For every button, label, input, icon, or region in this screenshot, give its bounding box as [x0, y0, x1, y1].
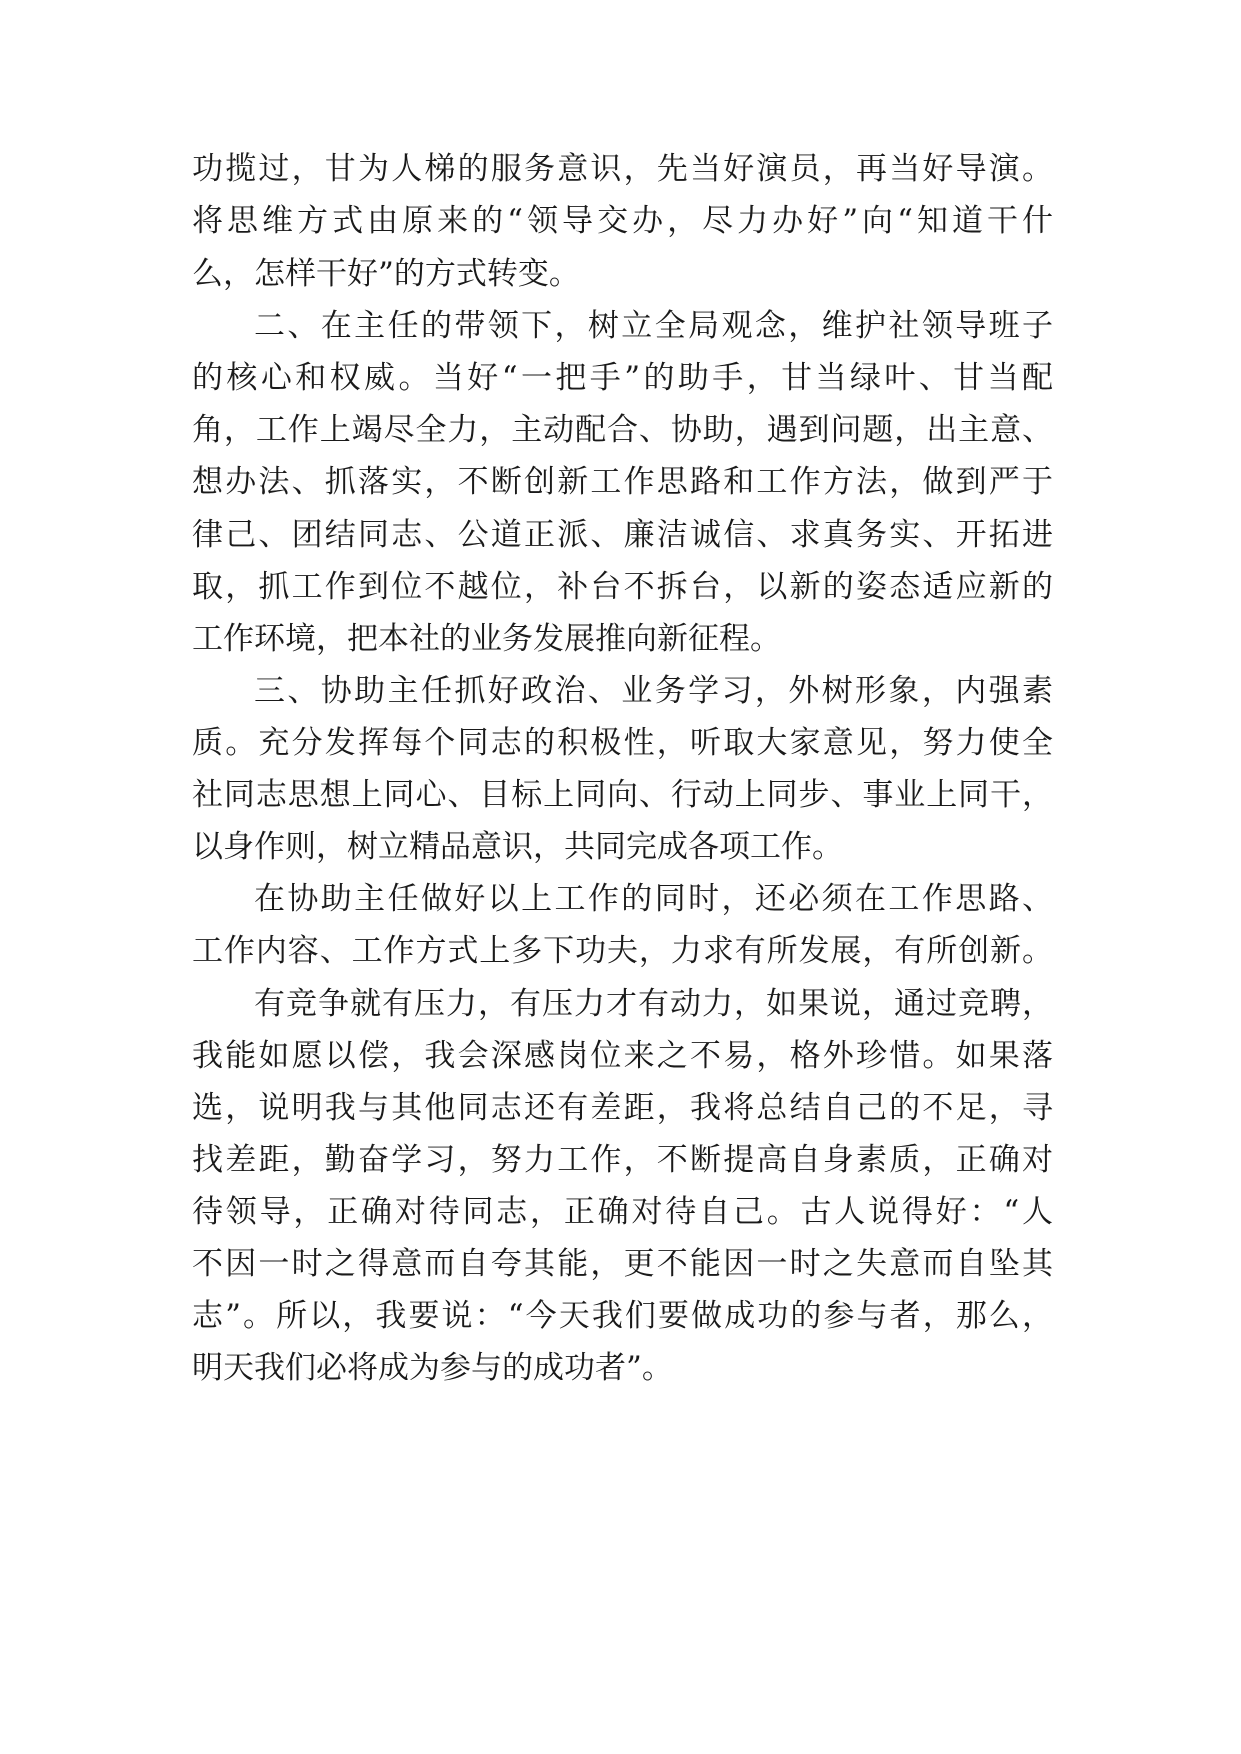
text-line: [0, 769, 1241, 821]
text-line: [0, 1082, 1241, 1134]
text-line-content: 在协助主任做好以上工作的同时，还必须在工作思路、: [254, 881, 1053, 917]
text-line-content: 工作内容、工作方式上多下功夫，力求有所发展，有所创新。: [192, 933, 1053, 969]
text-line-content: 三、协助主任抓好政治、业务学习，外树形象，内强素: [254, 673, 1053, 709]
text-line: [0, 248, 1241, 300]
text-line-content: 以身作则，树立精品意识，共同完成各项工作。: [192, 829, 843, 865]
text-line: [0, 717, 1241, 769]
text-line: [0, 352, 1241, 404]
text-line-content: 明天我们必将成为参与的成功者”。: [192, 1350, 673, 1386]
text-line-content: 律己、团结同志、公道正派、廉洁诚信、求真务实、开拓进: [192, 517, 1053, 553]
text-line: [0, 143, 1241, 195]
text-line: [0, 404, 1241, 456]
text-line: [0, 1134, 1241, 1186]
text-line: [0, 300, 1241, 352]
text-line-content: 取，抓工作到位不越位，补台不拆台，以新的姿态适应新的: [192, 569, 1053, 605]
text-line-content: 有竞争就有压力，有压力才有动力，如果说，通过竞聘，: [254, 986, 1053, 1022]
text-line-content: 工作环境，把本社的业务发展推向新征程。: [192, 621, 781, 657]
text-line: [0, 195, 1241, 247]
text-line: [0, 1030, 1241, 1082]
text-line-content: 待领导，正确对待同志，正确对待自己。古人说得好：“人: [192, 1194, 1053, 1230]
text-line-content: 么，怎样干好”的方式转变。: [192, 256, 580, 292]
text-line-content: 选，说明我与其他同志还有差距，我将总结自己的不足，寻: [192, 1090, 1053, 1126]
text-line: [0, 821, 1241, 873]
text-line: [0, 1238, 1241, 1290]
text-line: [0, 561, 1241, 613]
text-line-content: 不因一时之得意而自夸其能，更不能因一时之失意而自坠其: [192, 1246, 1053, 1282]
text-line: [0, 925, 1241, 977]
text-line: [0, 665, 1241, 717]
text-line-content: 将思维方式由原来的“领导交办，尽力办好”向“知道干什: [192, 203, 1053, 239]
text-line-content: 找差距，勤奋学习，努力工作，不断提高自身素质，正确对: [192, 1142, 1053, 1178]
text-line-content: 功揽过，甘为人梯的服务意识，先当好演员，再当好导演。: [192, 151, 1053, 187]
text-line: [0, 613, 1241, 665]
text-line: [0, 456, 1241, 508]
text-line: [0, 978, 1241, 1030]
text-line: [0, 873, 1241, 925]
text-line: [0, 509, 1241, 561]
text-line-content: 我能如愿以偿，我会深感岗位来之不易，格外珍惜。如果落: [192, 1038, 1053, 1074]
text-line-content: 志”。所以，我要说：“今天我们要做成功的参与者，那么，: [192, 1298, 1053, 1334]
text-line-content: 角，工作上竭尽全力，主动配合、协助，遇到问题，出主意、: [192, 412, 1053, 448]
text-line: [0, 1186, 1241, 1238]
text-line-content: 二、在主任的带领下，树立全局观念，维护社领导班子: [254, 308, 1053, 344]
text-line-content: 的核心和权威。当好“一把手”的助手，甘当绿叶、甘当配: [192, 360, 1053, 396]
text-line-content: 社同志思想上同心、目标上同向、行动上同步、事业上同干，: [192, 777, 1053, 813]
text-line-content: 质。充分发挥每个同志的积极性，听取大家意见，努力使全: [192, 725, 1053, 761]
text-line: [0, 1290, 1241, 1342]
text-line-content: 想办法、抓落实，不断创新工作思路和工作方法，做到严于: [192, 464, 1053, 500]
text-line: [0, 1342, 1241, 1394]
